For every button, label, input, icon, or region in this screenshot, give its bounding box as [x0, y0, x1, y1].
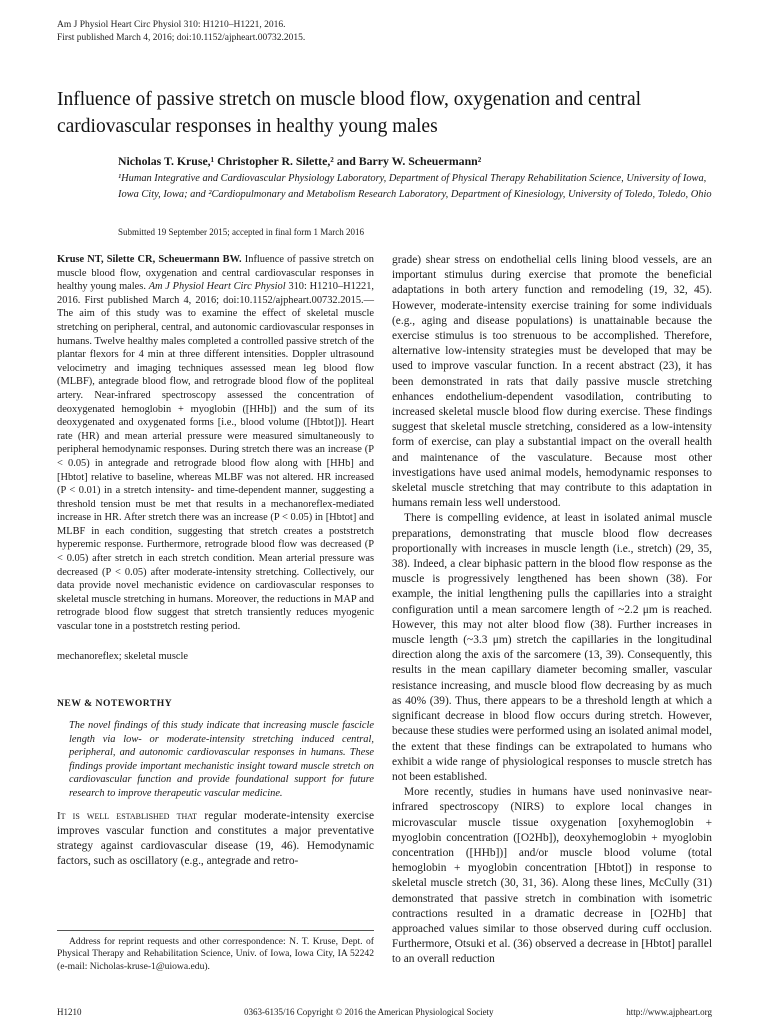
page-number: H1210: [57, 1007, 82, 1017]
left-column: [57, 253, 374, 869]
intro-lead-in: It is well established that: [57, 809, 198, 822]
new-noteworthy-heading: NEW & NOTEWORTHY: [57, 697, 173, 709]
journal-citation-line: Am J Physiol Heart Circ Physiol 310: H1210–H1221, 2016.: [57, 20, 286, 30]
journal-url-link[interactable]: http://www.ajpheart.org: [626, 1007, 712, 1017]
submission-dates: Submitted 19 September 2015; accepted in final form 1 March 2016: [118, 227, 364, 237]
correspondence-footnote: [57, 930, 374, 973]
abstract-body: 310: H1210–H1221, 2016. First published March 4, 2016; doi:10.1152/ajpheart.00732.2015.—The aim of this study was to examine the effect of skeletal muscle stretching on peripheral, central, and autonomic cardiovascular responses in humans. Twelve healthy males completed a controlled passive stretch of the plantar flexors for 4 min at three different intensities. Doppler ultrasound velocimetry and imaging techniques assessed mean leg blood flow (MLBF), antegrade blood flow, and retrograde blood flow of the popliteal artery. Near-infrared spectroscopy assessed the concentration of deoxygenated hemoglobin + myoglobin ([HHb]) and the sum of its deoxygenated and oxygenated forms [i.e., blood volume ([Hbtot])]. Heart rate (HR) and mean arterial pressure were measured simultaneously to peripheral hemodynamic responses. During stretch there was an increase (P < 0.05) in antegrade and retrograde blood flow along with [HHb] and [Hbtot] relative to baseline, whereas MLBF was not altered. HR increased (P < 0.01) in a stretch intensity- and time-dependent manner, suggesting a threshold tension must be met that results in a mechanoreflex-mediated increase in HR. After stretch there was an increase (P < 0.05) in [Hbtot] and MLBF in each condition, suggesting that stretch creates a poststretch hyperemic response. Furthermore, retrograde blood flow was decreased (P < 0.05) after stretch in each stretch condition. Mean arterial pressure was decreased (P < 0.05) after moderate-intensity stretching. Collectively, our data provide novel mechanistic evidence on cardiovascular responses to skeletal muscle stretching in humans. Moreover, the reductions in MAP and retrograde blood flow suggest that stretch transiently reduces myogenic vascular tone in a poststretch resting period.: [57, 281, 375, 633]
author-list: Nicholas T. Kruse,¹ Christopher R. Silette,² and Barry W. Scheuermann²: [118, 154, 482, 168]
footnote-text: Address for reprint requests and other correspondence: N. T. Kruse, Dept. of Physical Therapy and Rehabilitation Science, Univ. of Iowa, Iowa City, IA 52242 (e-mail: Nicholas-kruse-1@uiowa.edu).: [57, 936, 374, 972]
abstract: [57, 253, 374, 634]
body-paragraph-1: grade) shear stress on endothelial cells lining blood vessels, are an important stimulus during exercise that promote the beneficial adaptations in both artery function and remodeling (19, 32, 45). However, moderate-intensity exercise training for some individuals (e.g., aging and disease populations) is unattainable because the exercise stimulus is too strenuous to be accomplished. Therefore, alternative low-intensity strategies must be developed that may be used to improve vascular function. In a recent abstract (23), it has been demonstrated in rats that daily passive muscle stretching enhances endothelium-dependent vasodilation, contributing to increased skeletal muscle blood flow during exercise. These findings suggest that skeletal muscle stretching, considered as a low-intensity form of exercise, can play a substantial impact on the overall health and maintenance of the vasculature. Because most other investigations have used animal models, hemodynamic responses to skeletal muscle stretching that may contribute to this adaptation in humans remain less well understood.: [392, 254, 712, 510]
introduction-paragraph: [57, 809, 374, 870]
keywords: mechanoreflex; skeletal muscle: [57, 650, 188, 662]
new-noteworthy-body: The novel findings of this study indicate that increasing muscle fascicle length via low- or moderate-intensity stretching induced central, peripheral, and autonomic cardiovascular responses in humans. These findings provide important mechanistic insight toward muscle stretch on cardiovascular function and provide foundational support for future research to improve therapeutic vascular medicine.: [69, 720, 374, 799]
affiliations: ¹Human Integrative and Cardiovascular Physiology Laboratory, Department of Physical Therapy Rehabilitation Science, University of Iowa, Iowa City, Iowa; and ²Cardiopulmonary and Metabolism Research Laboratory, Department of Kinesiology, University of Toledo, Toledo, Ohio: [118, 173, 712, 200]
article-title: Influence of passive stretch on muscle blood flow, oxygenation and central cardiovascular responses in healthy young males: [57, 89, 642, 137]
body-paragraph-2: There is compelling evidence, at least in isolated animal muscle preparations, demonstrating that muscle blood flow decreases proportionally with increases in muscle length (i.e., stretch) (29, 35, 38). Indeed, a clear biphasic pattern in the blood flow response as the muscle is progressively lengthened has been shown (38). For example, the initial lengthening pulls the capillaries into a straight configuration until a mean sarcomere length of ~2.2 μm is reached. However, this may not alter blood flow (38). Further increases in muscle length (~3.3 μm) stretch the capillaries in the longitudinal direction along the axis of the sarcomere (13, 39). Consequently, this results in the mean capillary diameter becoming smaller, vascular resistance increasing, and muscle blood flow decreasing by as much as 40% (39). Thus, there appears to be a threshold length at which a significant decrease in blood flow occurs during stretch. However, because these studies were performed using an isolated animal model, the extent that these findings can be extrapolated to humans who exhibit a wide range of physiological responses to muscle stretch has not been established.: [392, 512, 712, 783]
intro-text: regular moderate-intensity exercise improves vascular function and constitutes a major preventative strategy against cardiovascular disease (19, 46). Hemodynamic factors, such as oscillatory (e.g., antegrade and retro-: [57, 809, 374, 868]
abstract-citation-title: Influence of passive stretch on muscle blood flow, oxygenation and central cardiovascular responses in healthy young males.: [57, 254, 374, 293]
first-published-line: First published March 4, 2016; doi:10.1152/ajpheart.00732.2015.: [57, 33, 306, 43]
journal-reference: [57, 19, 305, 45]
right-column: [392, 253, 712, 968]
abstract-citation-authors: Kruse NT, Silette CR, Scheuermann BW.: [57, 254, 242, 265]
body-paragraph-3: More recently, studies in humans have used noninvasive near-infrared spectroscopy (NIRS) to explore local changes in microvascular muscle tissue oxygenation [oxyhemoglobin + myoglobin concentration ([O2Hb]), deoxyhemoglobin + myoglobin concentration ([HHb])] and/or muscle blood volume (total hemoglobin + myoglobin concentration [Hbtot]) in response to skeletal muscle stretch (30, 31, 36). Along these lines, McCully (31) demonstrated that passive stretch in combination with isometric contractions resulted in a dramatic decrease in [O2Hb] that approached values similar to those observed during cuff occlusion. Furthermore, Otsuki et al. (36) observed a decrease in [Hbtot] parallel to an overall reduction: [392, 786, 712, 966]
abstract-journal-name: Am J Physiol Heart Circ Physiol: [148, 281, 286, 293]
copyright-notice: 0363-6135/16 Copyright © 2016 the American Physiological Society: [244, 1007, 494, 1017]
